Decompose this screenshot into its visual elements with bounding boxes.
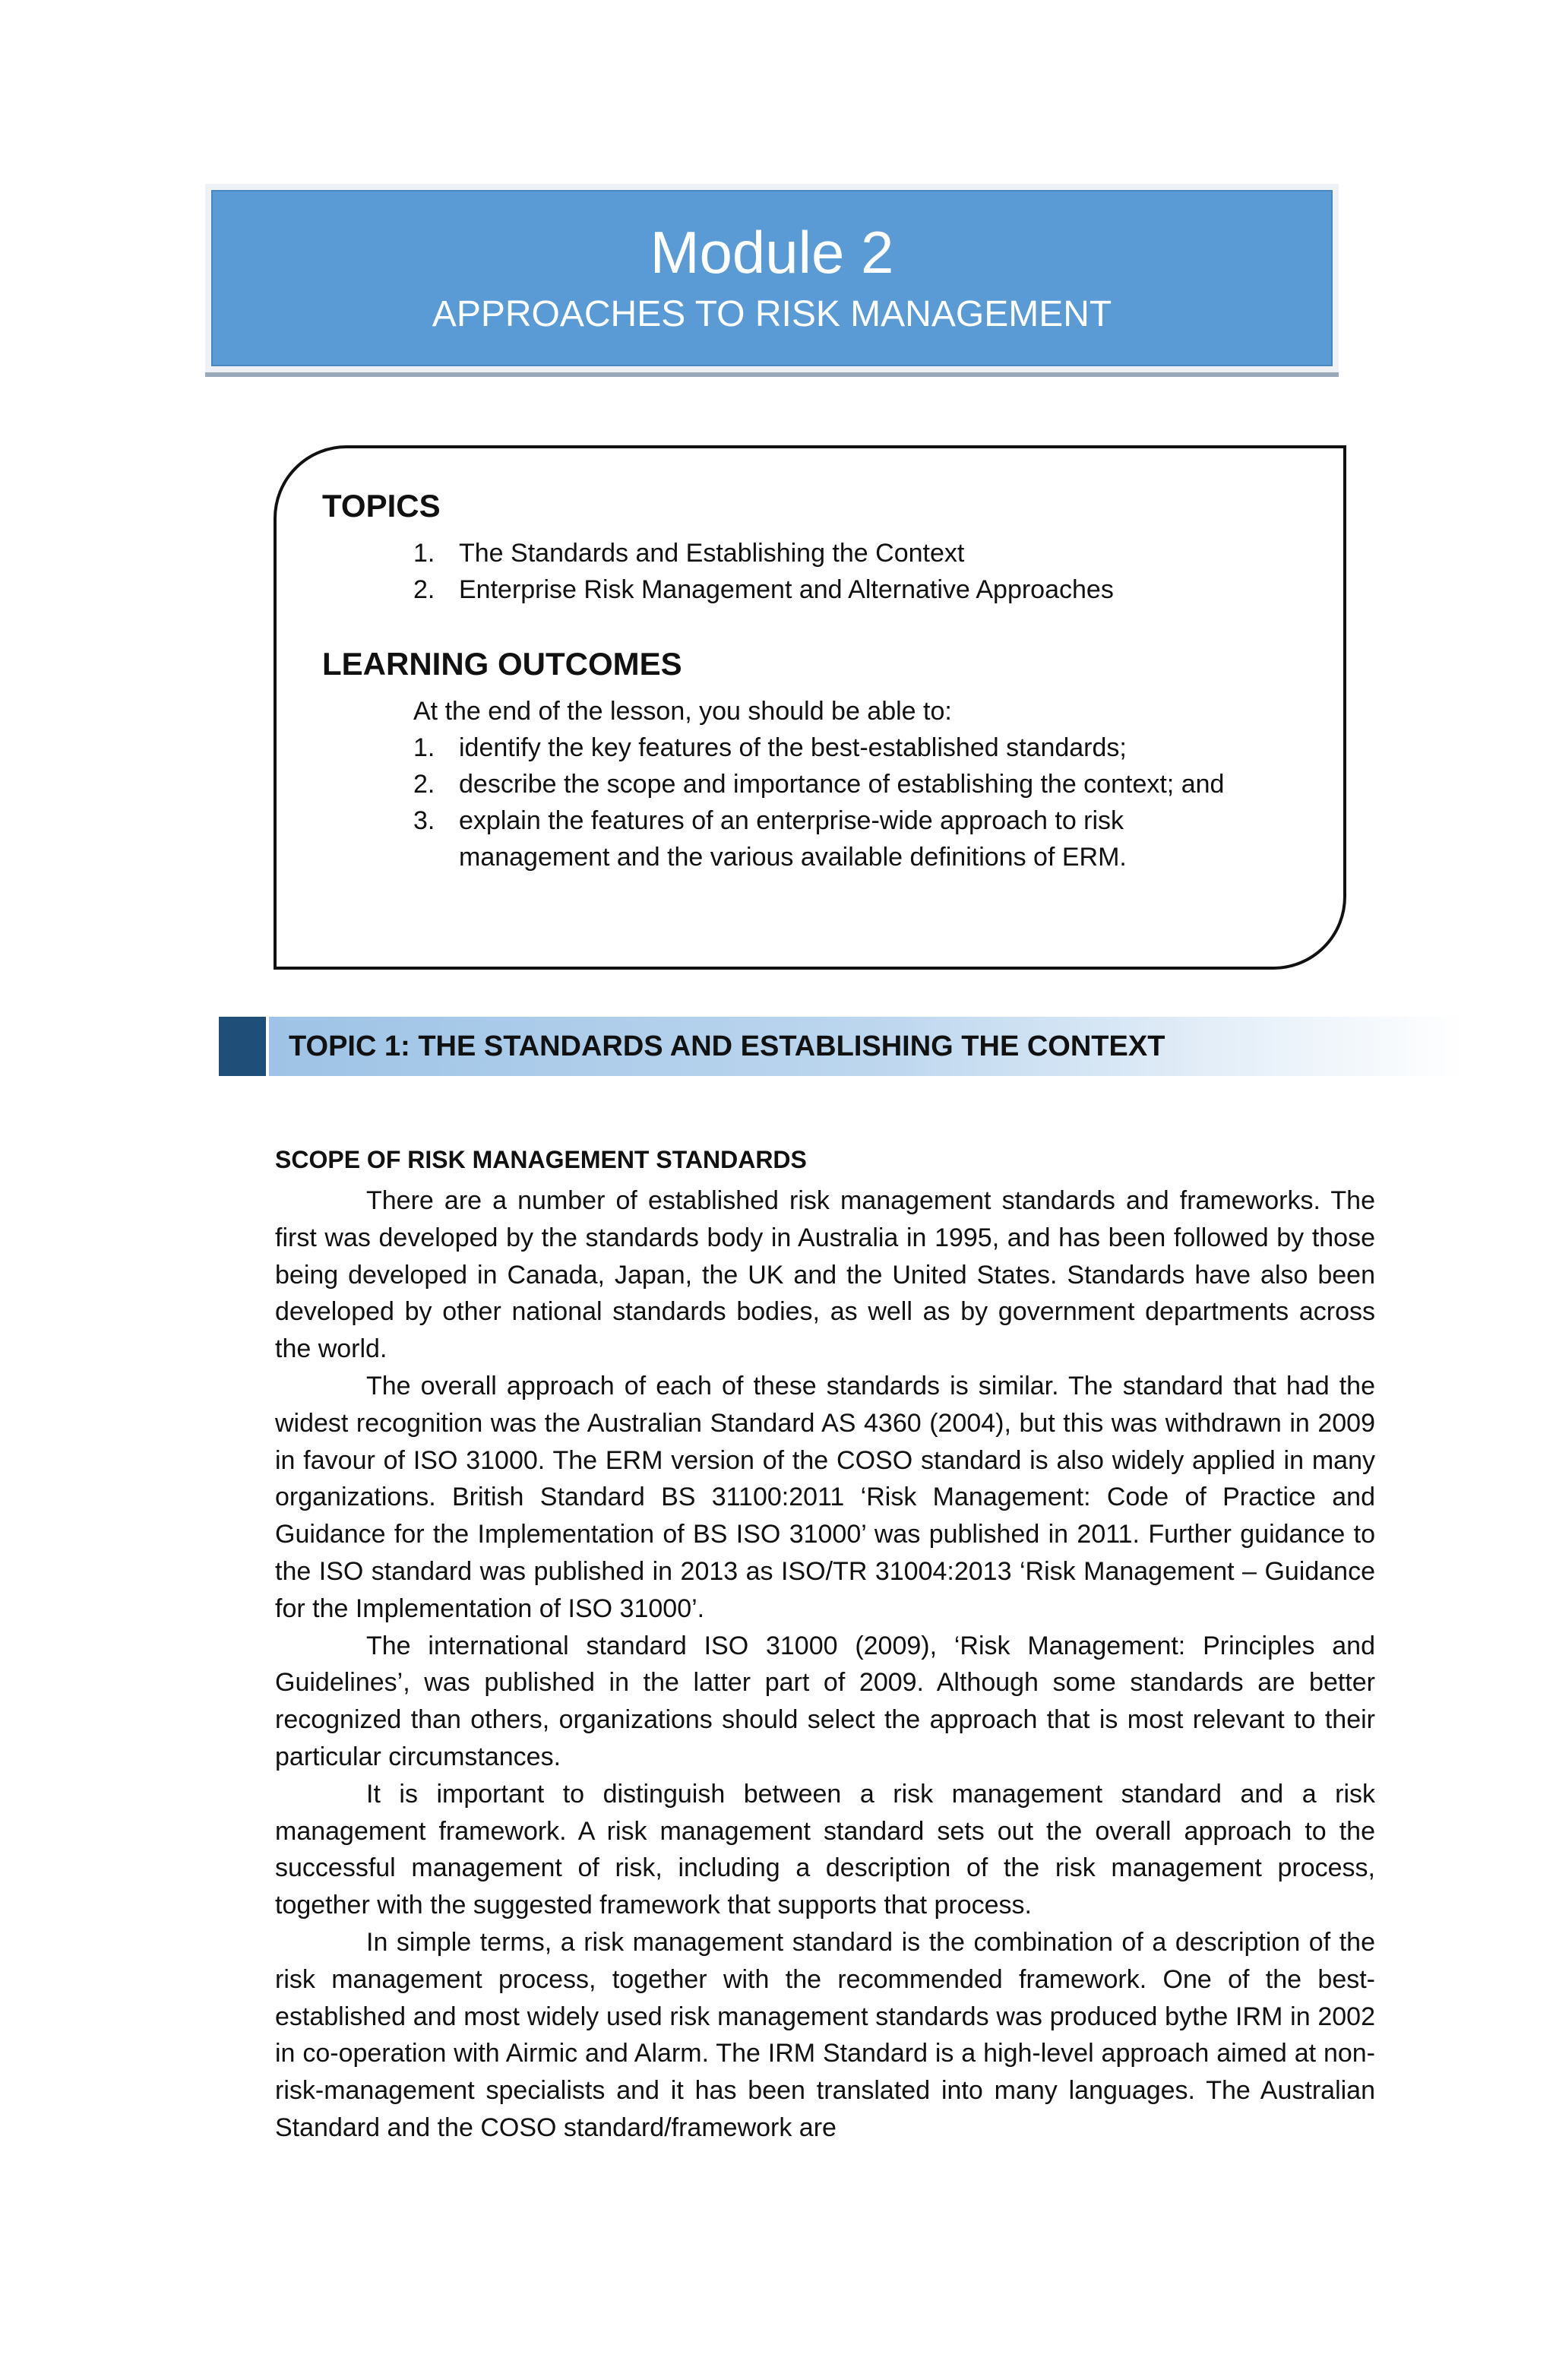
topic-title: TOPIC 1: THE STANDARDS AND ESTABLISHING THE CONTEXT [289, 1030, 1165, 1062]
topics-outcomes-box [274, 445, 1346, 970]
learning-outcomes-list [413, 730, 1279, 875]
topics-heading: TOPICS [322, 488, 441, 524]
list-text: describe the scope and importance of establishing the context; and [459, 770, 1225, 799]
section-body [275, 1182, 1375, 2147]
list-item [413, 535, 1279, 571]
list-item [413, 730, 1279, 766]
paragraph: There are a number of established risk management standards and frameworks. The first was developed by the standards body in Australia in 1995, and has been followed by those being developed in Canada, Japan, the UK and the United States. Standards have also been developed by other national standards bodies, as well as by government departments across the world. [275, 1186, 1375, 1364]
list-number: 2. [413, 575, 435, 604]
list-number: 2. [413, 770, 435, 799]
learning-outcomes-intro: At the end of the lesson, you should be able to: [413, 697, 952, 726]
paragraph: The overall approach of each of these standards is similar. The standard that had the widest recognition was the Australian Standard AS 4360 (2004), but this was withdrawn in 2009 in favour of ISO 31000. The ERM version of the COSO standard is also widely applied in many organizations. British Standard BS 31100:2011 ‘Risk Management: Code of Practice and Guidance for the Implementation of BS ISO 31000’ was published in 2011. Further guidance to the ISO standard was published in 2013 as ISO/TR 31004:2013 ‘Risk Management – Guidance for the Implementation of ISO 31000’. [275, 1371, 1375, 1623]
module-banner [211, 190, 1333, 366]
list-number: 3. [413, 806, 435, 835]
paragraph: It is important to distinguish between a risk management standard and a risk management framework. A risk management standard sets out the overall approach to the successful management of risk, including a description of the risk management process, together with the suggested framework that supports that process. [275, 1779, 1375, 1920]
list-text: Enterprise Risk Management and Alternative Approaches [459, 575, 1114, 604]
list-item [413, 571, 1279, 608]
module-subtitle: APPROACHES TO RISK MANAGEMENT [432, 294, 1112, 334]
module-banner-frame [205, 184, 1339, 372]
list-number: 1. [413, 539, 435, 568]
list-number: 1. [413, 733, 435, 762]
learning-outcomes-heading: LEARNING OUTCOMES [322, 646, 682, 682]
paragraph: In simple terms, a risk management standard is the combination of a description of the risk management process, together with the recommended framework. One of the best-established and most widely used risk management standards was produced bythe IRM in 2002 in co-operation with Airmic and Alarm. The IRM Standard is a high-level approach aimed at non-risk-management specialists and it has been translated into many languages. The Australian Standard and the COSO standard/framework are [275, 1927, 1375, 2142]
module-title: Module 2 [650, 219, 894, 286]
list-text: explain the features of an enterprise-wide approach to risk management and the various available definitions of ERM. [459, 806, 1127, 872]
section-heading: SCOPE OF RISK MANAGEMENT STANDARDS [275, 1146, 807, 1173]
list-item [413, 766, 1279, 802]
list-text: The Standards and Establishing the Context [459, 539, 965, 568]
topic-banner [219, 1017, 1465, 1076]
topic-marker [219, 1017, 266, 1076]
paragraph: The international standard ISO 31000 (2009), ‘Risk Management: Principles and Guidelines’, was published in the latter part of 2009. Although some standards are better recognized than others, organizations should select the approach that is most relevant to their particular circumstances. [275, 1631, 1375, 1771]
topics-list [413, 535, 1279, 608]
list-item [413, 802, 1279, 875]
list-text: identify the key features of the best-established standards; [459, 733, 1127, 762]
